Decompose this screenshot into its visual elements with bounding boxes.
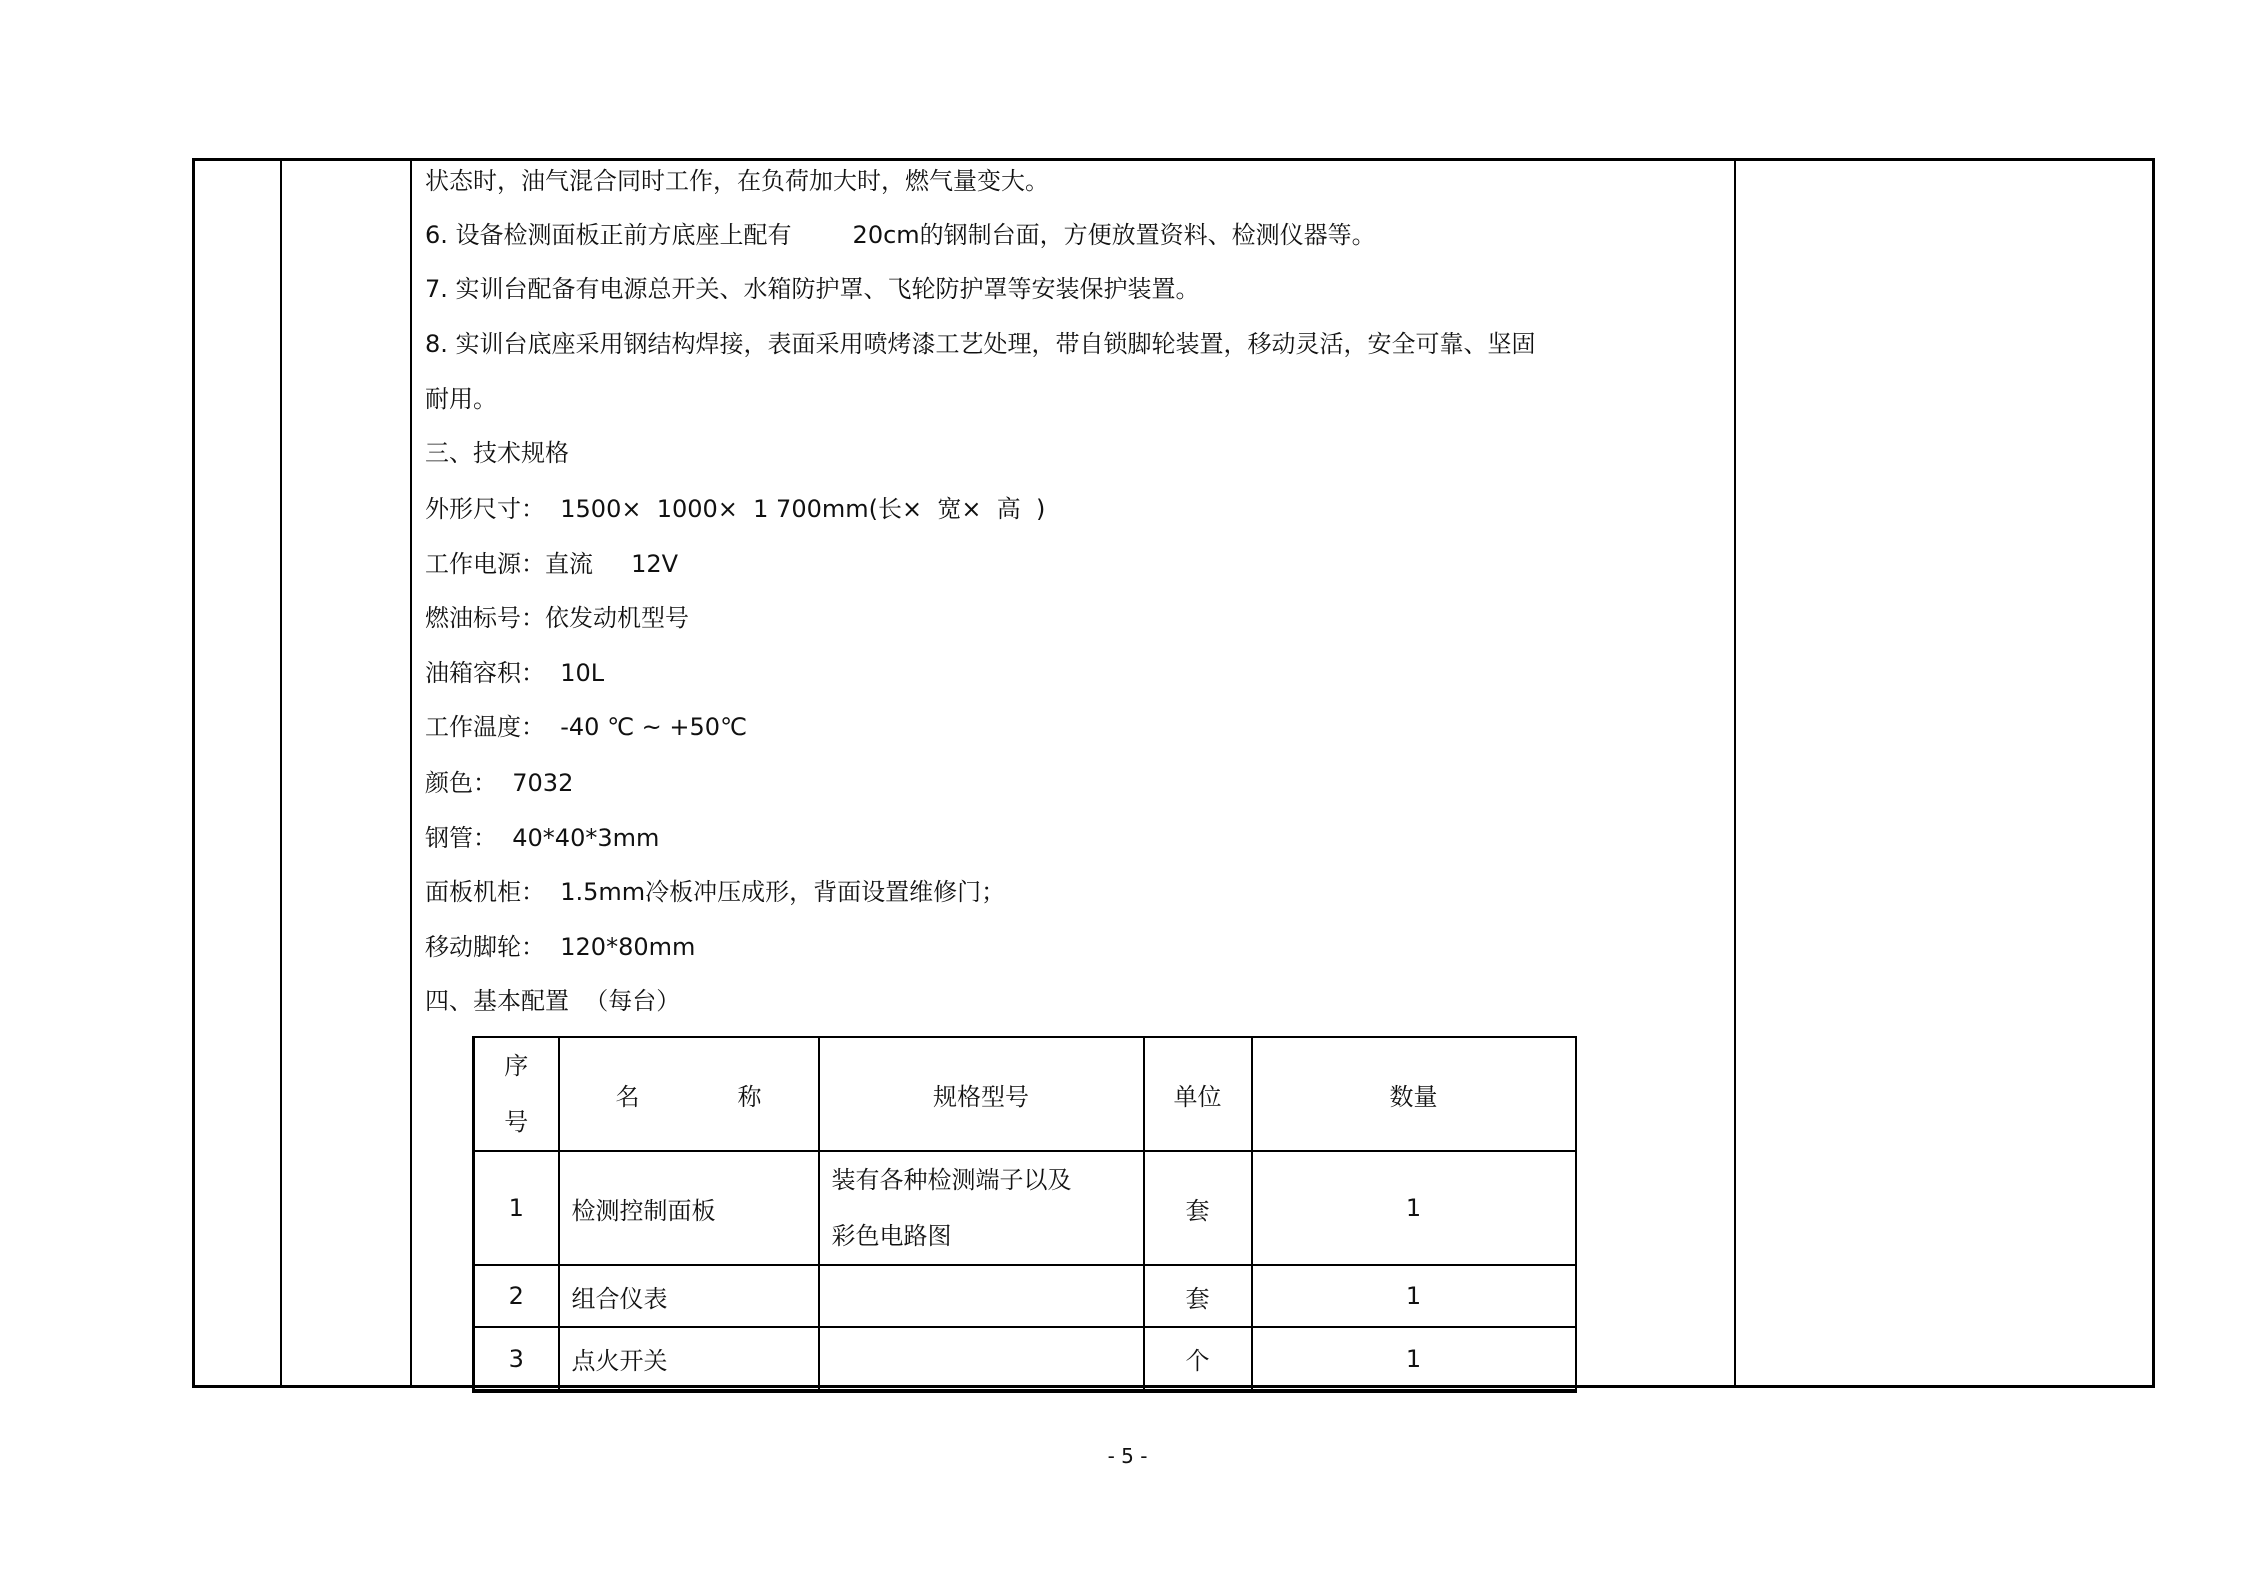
section-heading: 四、基本配置 （每台） xyxy=(425,987,681,1015)
spec-line: 移动脚轮： 120*80mm xyxy=(425,933,696,961)
cell-spec-line2: 彩色电路图 xyxy=(831,1222,952,1250)
spec-line: 工作电源：直流 12V xyxy=(425,550,679,578)
cell-name: 检测控制面板 xyxy=(559,1151,819,1265)
cell-qty: 1 xyxy=(1252,1265,1576,1327)
page-number: - 5 - xyxy=(1107,1444,1148,1468)
spec-line: 工作温度： -40 ℃ ~ +50℃ xyxy=(425,713,748,741)
table-header-row xyxy=(474,1037,1576,1151)
spec-line: 燃油标号：依发动机型号 xyxy=(425,604,689,632)
header-name-part2: 称 xyxy=(737,1082,762,1111)
body-line: 7. 实训台配备有电源总开关、水箱防护罩、飞轮防护罩等安装保护装置。 xyxy=(425,275,1200,303)
cell-seq: 2 xyxy=(474,1265,559,1327)
table-row xyxy=(474,1327,1576,1391)
cell-spec xyxy=(819,1151,1144,1265)
cell-spec xyxy=(819,1265,1144,1327)
section-heading: 三、技术规格 xyxy=(425,439,569,467)
header-seq-line2: 号 xyxy=(504,1108,529,1136)
body-line: 8. 实训台底座采用钢结构焊接，表面采用喷烤漆工艺处理，带自锁脚轮装置，移动灵活，安全可靠、坚固 xyxy=(425,330,1536,358)
cell-qty: 1 xyxy=(1252,1327,1576,1391)
cell-seq: 3 xyxy=(474,1327,559,1391)
header-qty: 数量 xyxy=(1252,1037,1576,1151)
spec-line: 油箱容积： 10L xyxy=(425,659,605,687)
cell-unit: 套 xyxy=(1144,1151,1252,1265)
column-divider-1 xyxy=(280,161,282,1385)
body-line: 6. 设备检测面板正前方底座上配有 20cm的钢制台面，方便放置资料、检测仪器等。 xyxy=(425,221,1376,249)
header-seq-line1: 序 xyxy=(504,1052,529,1080)
cell-qty: 1 xyxy=(1252,1151,1576,1265)
column-divider-2 xyxy=(410,161,412,1385)
spec-line: 钢管： 40*40*3mm xyxy=(425,824,660,852)
table-row xyxy=(474,1151,1576,1265)
cell-name: 点火开关 xyxy=(559,1327,819,1391)
cell-unit: 个 xyxy=(1144,1327,1252,1391)
header-name xyxy=(559,1037,819,1151)
cell-seq: 1 xyxy=(474,1151,559,1265)
header-name-part1: 名 xyxy=(615,1082,640,1111)
body-line: 状态时，油气混合同时工作，在负荷加大时，燃气量变大。 xyxy=(425,167,1049,195)
header-spec: 规格型号 xyxy=(819,1037,1144,1151)
config-table xyxy=(472,1036,1574,1388)
cell-unit: 套 xyxy=(1144,1265,1252,1327)
spec-line: 颜色： 7032 xyxy=(425,769,574,797)
spec-line: 外形尺寸： 1500× 1000× 1 700mm(长× 宽× 高 ) xyxy=(425,495,1046,523)
body-line: 耐用。 xyxy=(425,385,497,413)
cell-name: 组合仪表 xyxy=(559,1265,819,1327)
column-divider-3 xyxy=(1734,161,1736,1385)
header-seq xyxy=(474,1037,559,1151)
spec-line: 面板机柜： 1.5mm冷板冲压成形，背面设置维修门； xyxy=(425,878,1006,906)
header-unit: 单位 xyxy=(1144,1037,1252,1151)
cell-spec-line1: 装有各种检测端子以及 xyxy=(831,1166,1072,1194)
table-row xyxy=(474,1265,1576,1327)
cell-spec xyxy=(819,1327,1144,1391)
